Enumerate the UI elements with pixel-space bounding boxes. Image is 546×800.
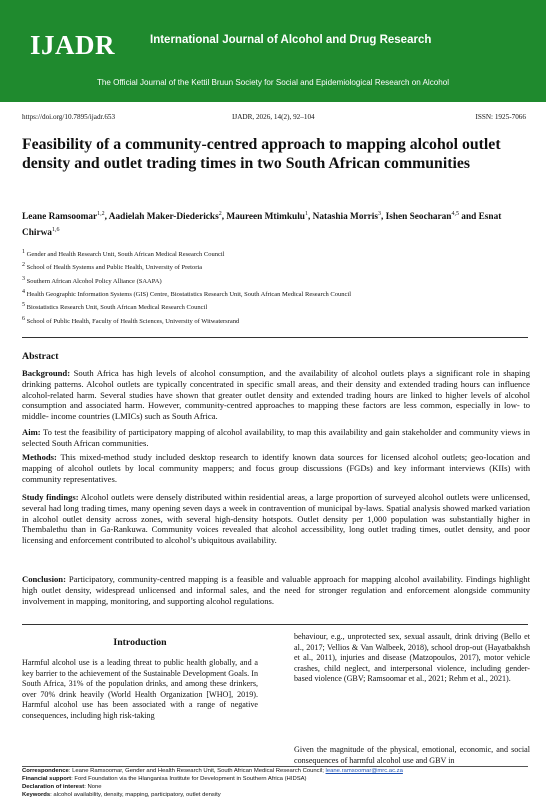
affiliation-list bbox=[22, 247, 532, 327]
abstract-heading: Abstract bbox=[22, 351, 59, 362]
author-separator: and bbox=[458, 212, 479, 223]
abstract-conclusion bbox=[22, 574, 530, 606]
keywords-text: : alcohol availability, density, mapping, participatory, outlet density bbox=[50, 792, 221, 798]
aim-label: Aim: bbox=[22, 427, 41, 437]
background-text: South Africa has high levels of alcohol consumption, and the availability of alcohol outlets plays a significant role in shaping drinking patterns. Alcohol outlets are typically concentrated in specific small areas, and their density and extended trading hours can influence alcohol-related harm. Several studies have shown that greater outlet density and extended trading hours are linked to higher levels of alcohol consumption and associated harm. However, community-centred approaches to mapping these factors are less common, especially in low- to middle- income countries (LMICs) such as South Africa. bbox=[22, 368, 531, 422]
affiliation-item bbox=[22, 260, 532, 273]
affiliation-number: 5 bbox=[22, 302, 25, 309]
findings-text: Alcohol outlets were densely distributed within residential areas, a large proportion of surveyed alcohol outlets were unlicensed, several had long trading times, many opening seven days a week in contravention of municipal by-laws. Spatial analysis showed marked variation in alcohol outlet density across zones, with several high-density hotspots. Outlet density per 1,000 population was substantially higher in Thembalethu than in Ga-Rankuwa. Community voices revealed that alcohol accessibility, long outlet trading times, outlet density, and poor licensing and enforcement contributed to alcohol’s ubiquitous availability. bbox=[22, 492, 530, 546]
affiliation-text: School of Public Health, Faculty of Health Sciences, University of Witwatersrand bbox=[26, 317, 240, 325]
divider-top bbox=[22, 337, 528, 338]
intro-paragraph: Harmful alcohol use is a leading threat to public health globally, and a key barrier to the achievement of the Sustainable Development Goals. In South Africa, 31% of the population drinks, and among these drinkers, over 70% drink heavily (World Health Organization [WHO], 2019). Harmful alcohol use has been associated with a range of negative consequences, including high risk-taking bbox=[22, 658, 258, 720]
author-separator: , bbox=[104, 212, 109, 223]
journal-logo: IJADR bbox=[30, 30, 116, 60]
affiliation-number: 3 bbox=[22, 275, 25, 282]
author-name: Maureen Mtimkulu bbox=[226, 212, 305, 223]
author-affiliation-sup: 2 bbox=[218, 211, 222, 217]
author-separator: , bbox=[307, 212, 313, 223]
methods-text: This mixed-method study included desktop research to identify known data sources for licensed alcohol outlets; geo-location and mapping of alcohol outlets by local community mappers; and focus group discussions (FGDs) and key informant interviews (KIIs) with community representatives. bbox=[22, 452, 530, 484]
keywords-label: Keywords bbox=[22, 792, 51, 798]
correspondence-text: : Leane Ramsoomar, Gender and Health Research Unit, South African Medical Research Council; bbox=[68, 768, 324, 774]
journal-banner bbox=[0, 0, 546, 102]
interest-label: Declaration of interest bbox=[22, 784, 85, 790]
affiliation-text: Gender and Health Research Unit, South African Medical Research Council bbox=[26, 251, 225, 259]
abstract-background bbox=[22, 368, 530, 422]
abstract-methods bbox=[22, 452, 530, 484]
author-name: Aadielah Maker-Diedericks bbox=[108, 212, 219, 223]
issn: ISSN: 1925-7066 bbox=[475, 113, 526, 121]
author-affiliation-sup: 4,5 bbox=[451, 211, 459, 217]
article-title: Feasibility of a community-centred approach to mapping alcohol outlet density and outlet trading times in two South African communities bbox=[22, 136, 501, 172]
right-paragraph-2: Given the magnitude of the physical, emotional, economic, and social consequences of harmful alcohol use and GBV in bbox=[294, 745, 530, 765]
conclusion-text: Participatory, community-centred mapping is a feasible and valuable approach for mapping alcohol availability. Findings highlight high outlet density, widespread unlicensed and informal sales, and the need for stronger regulation and enforcement alongside community involvement in mapping, monitoring, and supporting alcohol regulations. bbox=[22, 574, 530, 606]
conclusion-label: Conclusion: bbox=[22, 574, 66, 584]
affiliation-text: Biostatistics Research Unit, South African Medical Research Council bbox=[26, 304, 208, 312]
affiliation-item bbox=[22, 314, 532, 327]
affiliation-item bbox=[22, 287, 532, 300]
author-affiliation-sup: 1,2 bbox=[97, 211, 105, 217]
background-label: Background: bbox=[22, 368, 71, 378]
findings-label: Study findings: bbox=[22, 492, 79, 502]
affiliation-item bbox=[22, 274, 532, 287]
affiliation-text: School of Health Systems and Public Health, University of Pretoria bbox=[26, 264, 203, 272]
author-separator: , bbox=[380, 212, 386, 223]
abstract-findings bbox=[22, 492, 530, 546]
journal-title: International Journal of Alcohol and Drug Research bbox=[150, 34, 432, 46]
journal-subtitle: The Official Journal of the Kettil Bruun Society for Social and Epidemiological Research on Alcohol bbox=[96, 78, 450, 87]
author-list bbox=[22, 208, 532, 240]
affiliation-item bbox=[22, 247, 532, 260]
affiliation-number: 1 bbox=[22, 249, 25, 255]
author-name: Leane Ramsoomar bbox=[22, 212, 98, 223]
correspondence-label: Correspondence bbox=[22, 768, 69, 774]
affiliation-number: 6 bbox=[22, 315, 25, 322]
affiliation-text: Southern African Alcohol Policy Alliance (SAAPA) bbox=[26, 277, 162, 285]
introduction-heading: Introduction bbox=[113, 637, 167, 648]
methods-label: Methods: bbox=[22, 452, 57, 462]
affiliation-number: 4 bbox=[22, 289, 25, 296]
author-name: Esnat Chirwa bbox=[22, 212, 502, 239]
keywords-line bbox=[22, 791, 532, 799]
interest-text: : None bbox=[84, 784, 102, 790]
abstract-aim bbox=[22, 427, 530, 449]
author-separator: , bbox=[221, 212, 227, 223]
author-affiliation-sup: 3 bbox=[377, 211, 381, 217]
citation: IJADR, 2026, 14(2), 92–104 bbox=[232, 113, 315, 121]
funding-label: Financial support bbox=[22, 776, 72, 782]
doi-link[interactable]: https://doi.org/10.7895/ijadr.653 bbox=[22, 113, 116, 121]
funding-text: : Ford Foundation via the Hlanganisa Institute for Development in Southern Africa (HIDSA) bbox=[71, 776, 307, 782]
affiliation-item bbox=[22, 300, 532, 313]
right-paragraph-1: behaviour, e.g., unprotected sex, sexual assault, drink driving (Bello et al., 2017; Vellios & Van Walbeek, 2018), school drop-out (Hayatbakhsh et al., 2011), injuries and disease (Matzopoulos, 2017), motor vehicle crashes, child neglect, and interpersonal violence, including gender-based violence (GBV; Ramsoomar et al., 2021; Rehm et al., 2021). bbox=[294, 632, 530, 684]
author-name: Ishen Seocharan bbox=[385, 212, 452, 223]
author-affiliation-sup: 1,6 bbox=[51, 227, 60, 234]
email-link[interactable]: leane.ramsoomar@mrc.ac.za bbox=[325, 768, 403, 774]
divider-abstract bbox=[22, 624, 528, 625]
author-name: Natashia Morris bbox=[312, 212, 378, 223]
affiliation-number: 2 bbox=[22, 262, 25, 269]
affiliation-text: Health Geographic Information Systems (GIS) Centre, Biostatistics Research Unit, South African Medical Research Council bbox=[26, 291, 352, 299]
aim-text: To test the feasibility of participatory mapping of alcohol availability, to map this availability and gain stakeholder and community views in selected South African communities. bbox=[22, 427, 530, 448]
author-affiliation-sup: 1 bbox=[304, 211, 308, 217]
